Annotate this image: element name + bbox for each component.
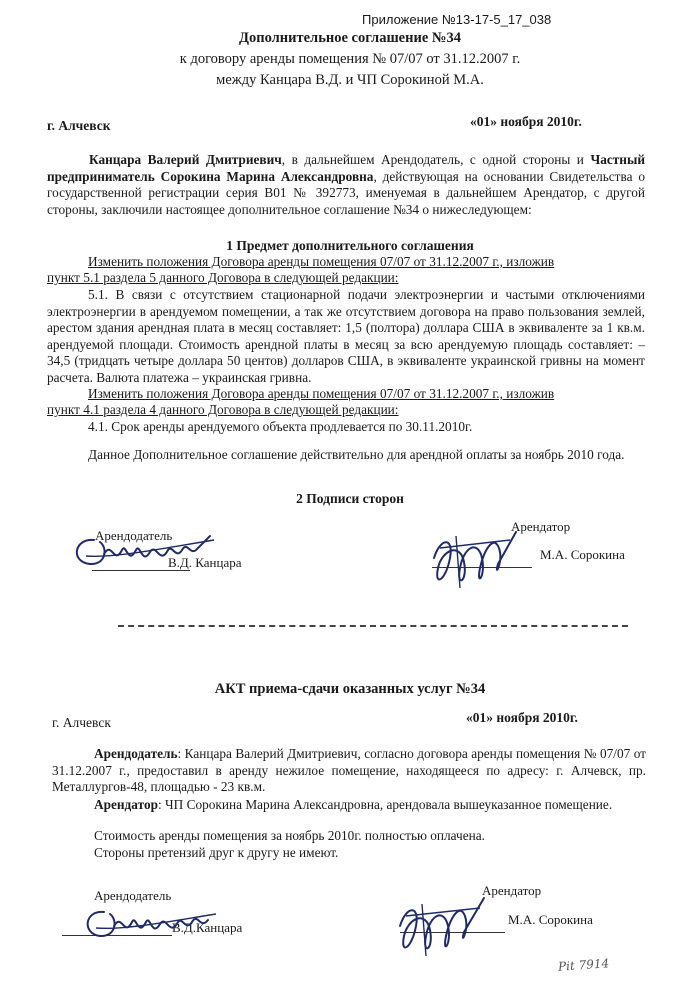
tenant-signature-icon xyxy=(420,518,530,598)
intro-text-2: , действующая на xyxy=(373,168,478,184)
intro-paragraph xyxy=(47,152,645,218)
act-tenant-label: Арендатор xyxy=(94,797,158,812)
clause-5-1: 5.1. В связи с отсутствием стационарной подачи электроэнергии и частыми отключениями электроэнергии в арендуемом помещении, а так же отсутствием договора на право пользования землей, арестом здания арендная плата в месяц составляет: 1,5 (полтора) доллара США в эквиваленте за 1 кв.м. арендуемой площади. Стоимость арендной платы в месяц за всю арендуемую площадь составляет: – 34,5 (тридцать четыре доллара 50 центов) долларов США, в эквиваленте украинской гривны на момент расчета. Валюта платежа – украинская гривна. xyxy=(47,287,645,385)
landlord-label: Арендодатель xyxy=(95,528,173,543)
landlord-name: Канцара Валерий Дмитриевич xyxy=(89,152,282,167)
act-title: АКТ приема-сдачи оказанных услуг №34 xyxy=(214,681,486,697)
landlord-signature-name: В.Д. Канцара xyxy=(168,555,242,570)
act-paid-statement: Стоимость аренды помещения за ноябрь 2010г. полностью оплачена. xyxy=(94,828,485,843)
act-tenant-label-sig: Арендатор xyxy=(482,883,542,898)
act-tenant-signature-name: М.А. Сорокина xyxy=(508,912,593,927)
act-landlord-signature-icon xyxy=(76,884,226,954)
annex-number: Приложение №13-17-5_17_038 xyxy=(362,12,552,27)
change-2-line-1: Изменить положения Договора аренды помещения 07/07 от 31.12.2007 г., изложив xyxy=(88,386,555,401)
act-tenant-text: : ЧП Сорокина Марина Александровна, арендовала вышеуказанное помещение. xyxy=(158,797,613,812)
change-1-line-2: пункт 5.1 раздела 5 данного Договора в следующей редакции: xyxy=(47,270,399,285)
act-landlord-text: : Канцара Валерий Дмитриевич, согласно договора аренды помещения № 07/07 от 31.12.2007 г., предоставил в аренду нежилое помещение, находящееся по адресу: г. Алчевск, пр. Металлургов-48, площадью - 23 кв.м. xyxy=(52,746,646,794)
tenant-signature-name: М.А. Сорокина xyxy=(540,547,625,562)
section-2-heading: 2 Подписи сторон xyxy=(296,491,404,506)
tenant-label: Арендатор xyxy=(511,519,571,534)
validity-paragraph: Данное Дополнительное соглашение действительно для арендной оплаты за ноябрь 2010 года. xyxy=(88,447,625,462)
change-1-line-1: Изменить положения Договора аренды помещения 07/07 от 31.12.2007 г., изложив xyxy=(88,254,555,269)
change-2-line-2: пункт 4.1 раздела 4 данного Договора в следующей редакции: xyxy=(47,402,399,417)
agreement-subtitle-contract: к договору аренды помещения № 07/07 от 31.12.2007 г. xyxy=(179,51,521,67)
clause-4-1: 4.1. Срок аренды арендуемого объекта продлевается по 30.11.2010г. xyxy=(88,419,473,434)
landlord-signature-icon xyxy=(64,510,224,582)
agreement-title: Дополнительное соглашение №34 xyxy=(239,30,461,46)
act-no-claims-statement: Стороны претензий друг к другу не имеют. xyxy=(94,845,339,860)
archive-note: Pit 7914 xyxy=(557,956,610,974)
city: г. Алчевск xyxy=(47,118,111,133)
cut-line-divider xyxy=(118,625,628,627)
act-city: г. Алчевск xyxy=(52,715,111,730)
act-tenant-paragraph xyxy=(52,797,646,814)
act-landlord-signature-name: В.Д.Канцара xyxy=(172,920,243,935)
intro-text-rest: основании Свидетельства о государственной регистрации серия В01 № 392773, именуемая в дальнейшем Арендатор, с другой стороны, заключили настоящее дополнительное соглашение №34 о нижеследующем: xyxy=(47,168,646,217)
intro-text-1: , в дальнейшем Арендодатель, с одной стороны и xyxy=(281,152,584,167)
act-tenant-signature-icon xyxy=(388,886,498,966)
agreement-subtitle-parties: между Канцара В.Д. и ЧП Сорокиной М.А. xyxy=(216,72,484,88)
act-date: «01» ноября 2010г. xyxy=(466,710,578,725)
tenant-name: Частный предприниматель Сорокина Марина Александровна xyxy=(47,152,645,184)
act-landlord-label: Арендодатель xyxy=(94,746,178,761)
section-1-heading: 1 Предмет дополнительного соглашения xyxy=(226,238,474,253)
agreement-date: «01» ноября 2010г. xyxy=(470,114,582,129)
act-landlord-paragraph xyxy=(52,746,646,796)
act-landlord-label-sig: Арендодатель xyxy=(94,888,172,903)
